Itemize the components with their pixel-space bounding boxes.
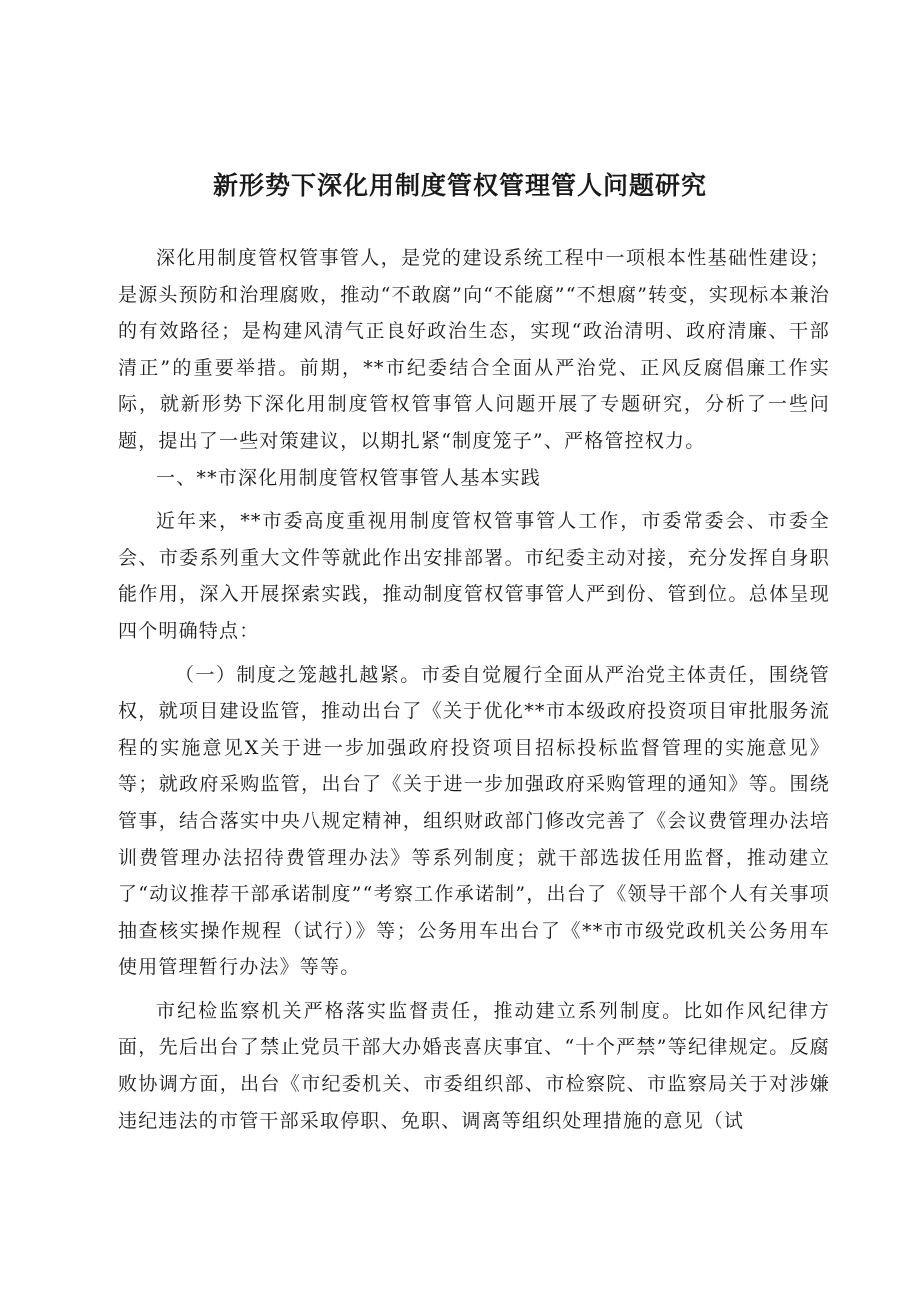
paragraph-subsection-1: （一）制度之笼越扎越紧。市委自觉履行全面从严治党主体责任，围绕管权，就项目建设监管，推动出台了《关于优化**市本级政府投资项目审批服务流程的实施意见X关于进一步加强政府投资项目招标投标监督管理的实施意见》等；就政府采购监管，出台了《关于进一步加强政府采购管理的通知》等。围绕管事，结合落实中央八规定精神，组织财政部门修改完善了《会议费管理办法培训费管理办法招待费管理办法》等系列制度；就干部选拔任用监督，推动建立了“动议推荐干部承诺制度”“考察工作承诺制”，出台了《领导干部个人有关事项抽查核实操作规程（试行）》等；公务用车出台了《**市市级党政机关公务用车使用管理暂行办法》等等。 <box>118 663 830 979</box>
paragraph-supervision: 市纪检监察机关严格落实监督责任，推动建立系列制度。比如作风纪律方面，先后出台了禁止党员干部大办婚丧喜庆事宜、“十个严禁”等纪律规定。反腐败协调方面，出台《市纪委机关、市委组织部、市检察院、市监察局关于对涉嫌违纪违法的市管干部采取停职、免职、调离等组织处理措施的意见（试 <box>118 999 830 1132</box>
document-body <box>118 240 830 1139</box>
section-heading: 一、**市深化用制度管权管事管人基本实践 <box>156 466 542 489</box>
document-title: 新形势下深化用制度管权管理管人问题研究 <box>212 171 707 200</box>
paragraph-intro: 深化用制度管权管事管人，是党的建设系统工程中一项根本性基础性建设；是源头预防和治理腐败，推动“不敢腐”向“不能腐”“不想腐”转变，实现标本兼治的有效路径；是构建风清气正良好政治生态，实现“政治清明、政府清廉、干部清正”的重要举措。前期，**市纪委结合全面从严治党、正风反腐倡廉工作实际，就新形势下深化用制度管权管事管人问题开展了专题研究，分析了一些问题，提出了一些对策建议，以期扎紧“制度笼子”、严格管控权力。 <box>118 247 830 452</box>
paragraph-practice: 近年来，**市委高度重视用制度管权管事管人工作，市委常委会、市委全会、市委系列重大文件等就此作出安排部署。市纪委主动对接，充分发挥自身职能作用，深入开展探索实践，推动制度管权管事管人严到份、管到位。总体呈现四个明确特点： <box>118 510 830 642</box>
